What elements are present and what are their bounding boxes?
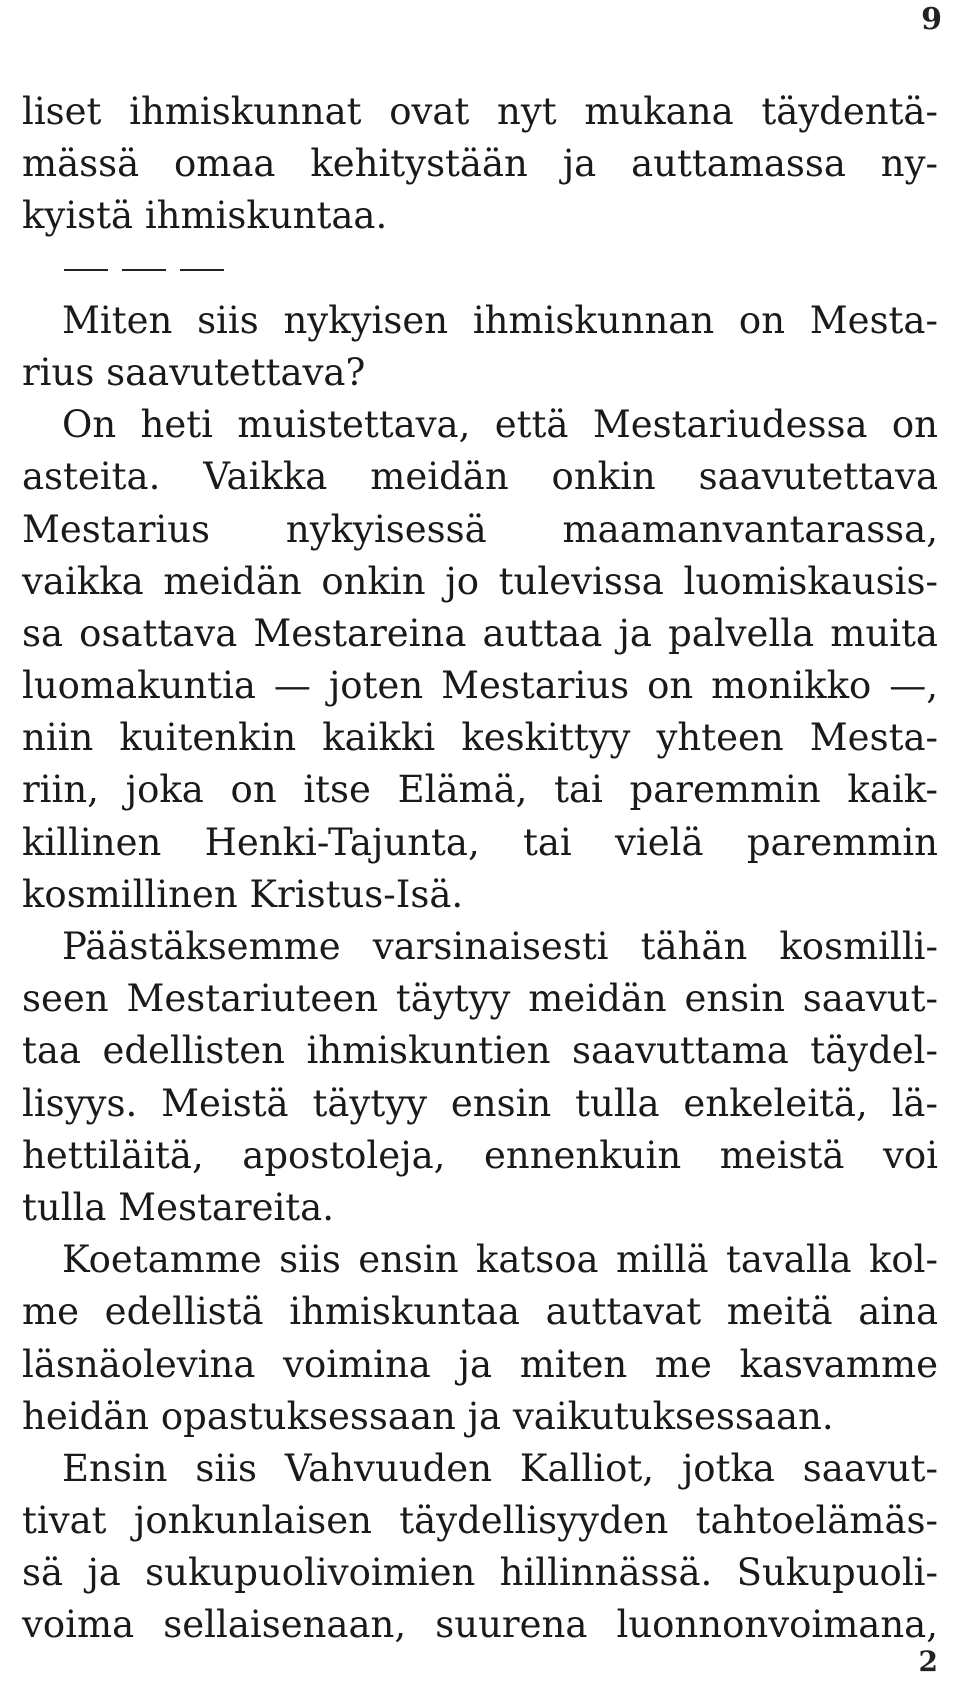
- text-line: kyistä ihmiskuntaa.: [22, 194, 388, 238]
- text-line: läsnäolevina voimina ja miten me kasvamme: [22, 1342, 938, 1386]
- text-line: Ensin siis Vahvuuden Kalliot, jotka saavut-: [62, 1446, 938, 1490]
- text-line: killinen Henki-Tajunta, tai vielä paremmin: [22, 820, 938, 864]
- text-line: vaikka meidän onkin jo tulevissa luomiskausis-: [22, 559, 938, 603]
- text-line: lisyys. Meistä täytyy ensin tulla enkeleitä, lä-: [22, 1081, 938, 1125]
- text-line: sa osattava Mestareina auttaa ja palvella muita: [22, 611, 938, 655]
- text-line: me edellistä ihmiskuntaa auttavat meitä aina: [22, 1290, 938, 1334]
- text-line: taa edellisten ihmiskuntien saavuttama täydel-: [22, 1029, 938, 1073]
- text-line: asteita. Vaikka meidän onkin saavutettava: [22, 455, 938, 499]
- text-line: tulla Mestareita.: [22, 1185, 334, 1229]
- text-line: kosmillinen Kristus-Isä.: [22, 872, 464, 916]
- text-line: tivat jonkunlaisen täydellisyyden tahtoelämäs-: [22, 1499, 938, 1543]
- body-text: [22, 86, 938, 1652]
- text-line: Miten siis nykyisen ihmiskunnan on Mesta-: [62, 298, 938, 342]
- text-line: hettiläitä, apostoleja, ennenkuin meistä voi: [22, 1133, 938, 1177]
- text-line: luomakuntia — joten Mestarius on monikko —,: [22, 664, 938, 708]
- printer-signature-mark: 2: [918, 1645, 938, 1678]
- text-line: voima sellaisenaan, suurena luonnonvoimana,: [22, 1603, 938, 1647]
- text-line: liset ihmiskunnat ovat nyt mukana täydentä-: [22, 90, 938, 133]
- text-line: Koetamme siis ensin katsoa millä tavalla kol-: [62, 1238, 938, 1282]
- page-number: 9: [921, 2, 942, 37]
- text-line: riin, joka on itse Elämä, tai paremmin kaik-: [22, 768, 938, 812]
- text-line: Päästäksemme varsinaisesti tähän kosmilli-: [62, 925, 938, 968]
- text-line: seen Mestariuteen täytyy meidän ensin saavut-: [22, 977, 938, 1021]
- text-line: heidän opastuksessaan ja vaikutuksessaan.: [22, 1394, 834, 1438]
- text-line: Mestarius nykyisessä maamanvantarassa,: [22, 507, 938, 551]
- text-line: rius saavutettava?: [22, 350, 366, 394]
- text-line: On heti muistettava, että Mestariudessa on: [62, 403, 938, 447]
- text-line: niin kuitenkin kaikki keskittyy yhteen Mesta-: [22, 716, 938, 760]
- text-line: sä ja sukupuolivoimien hillinnässä. Sukupuoli-: [22, 1551, 938, 1595]
- text-line: mässä omaa kehitystään ja auttamassa ny-: [22, 142, 938, 186]
- section-divider: [22, 243, 938, 295]
